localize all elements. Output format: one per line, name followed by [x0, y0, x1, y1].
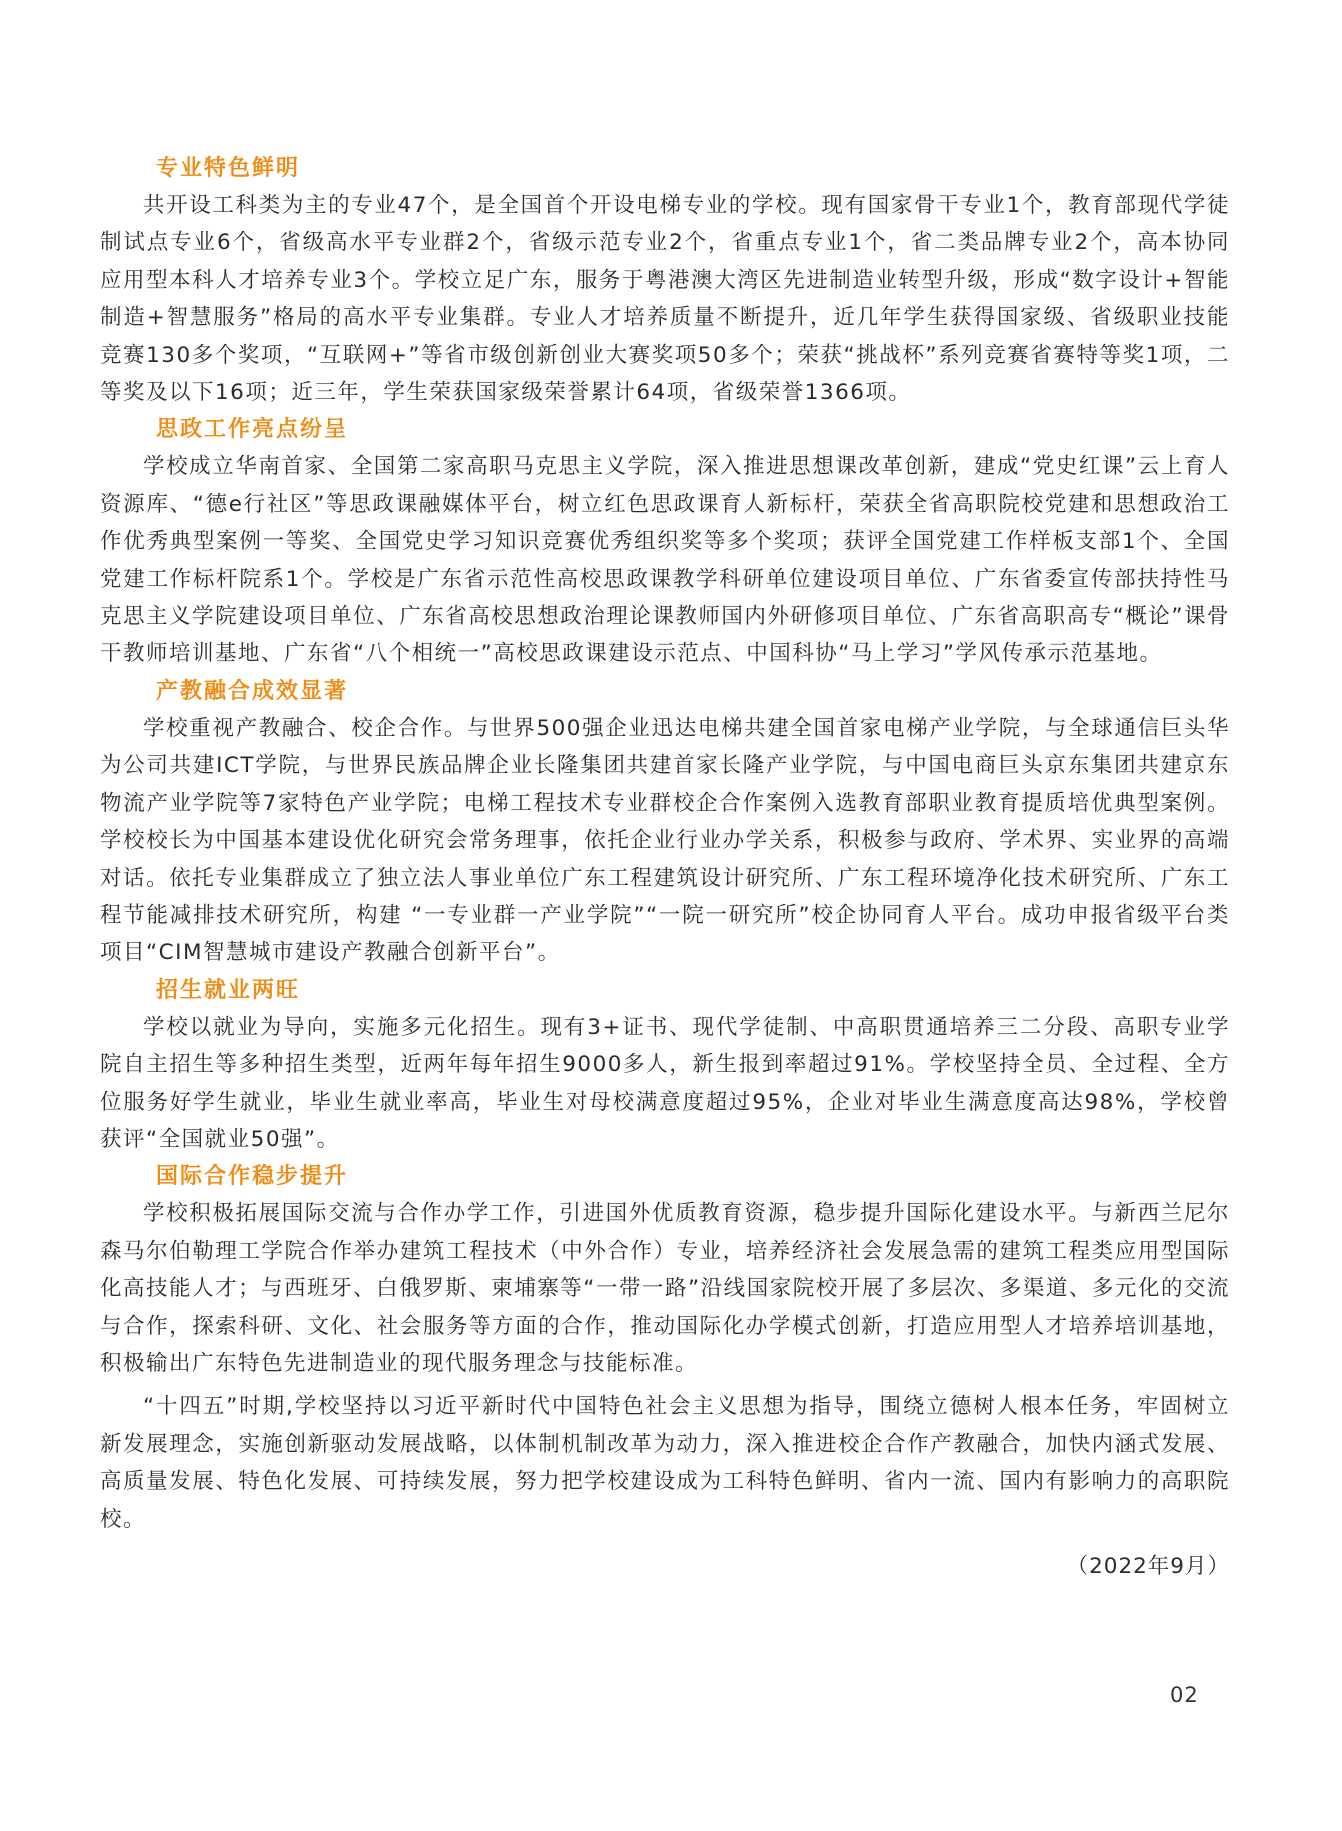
document-date: （2022年9月）	[1066, 1554, 1230, 1579]
section-heading: 产教融合成效显著	[156, 678, 349, 704]
section-body: 学校成立华南首家、全国第二家高职马克思主义学院，深入推进思想课改革创新，建成“党史红课”云上育人资源库、“德e行社区”等思政课融媒体平台，树立红色思政课育人新标杆，荣获全省高职院校党建和思想政治工作优秀典型案例一等奖、全国党史学习知识竞赛优秀组织奖等多个奖项；获评全国党建工作样板支部1个、全国党建工作标杆院系1个。学校是广东省示范性高校思政课教学科研单位建设项目单位、广东省委宣传部扶持性马克思主义学院建设项目单位、广东省高校思想政治理论课教师国内外研修项目单位、广东省高职高专“概论”课骨干教师培训基地、广东省“八个相统一”高校思政课建设示范点、中国科协“马上学习”学风传承示范基地。	[100, 454, 1230, 667]
section-international-cooperation	[100, 1158, 1230, 1382]
section-enrollment-employment	[100, 972, 1230, 1159]
section-body: 学校积极拓展国际交流与合作办学工作，引进国外优质教育资源，稳步提升国际化建设水平。与新西兰尼尔森马尔伯勒理工学院合作举办建筑工程技术（中外合作）专业，培养经济社会发展急需的建筑工程类应用型国际化高技能人才；与西班牙、白俄罗斯、柬埔寨等“一带一路”沿线国家院校开展了多层次、多渠道、多元化的交流与合作，探索科研、文化、社会服务等方面的合作，推动国际化办学模式创新，打造应用型人才培养培训基地，积极输出广东特色先进制造业的现代服务理念与技能标准。	[100, 1201, 1230, 1376]
page-number: 02	[1170, 1683, 1199, 1707]
section-heading: 国际合作稳步提升	[156, 1164, 349, 1190]
section-body: 学校以就业为导向，实施多元化招生。现有3+证书、现代学徒制、中高职贯通培养三二分段、高职专业学院自主招生等多种招生类型，近两年每年招生9000多人，新生报到率超过91%。学校坚持全员、全过程、全方位服务好学生就业，毕业生就业率高，毕业生对母校满意度超过95%，企业对毕业生满意度高达98%，学校曾获评“全国就业50强”。	[100, 1014, 1230, 1152]
section-heading: 专业特色鲜明	[156, 156, 301, 181]
section-body: 共开设工科类为主的专业47个，是全国首个开设电梯专业的学校。现有国家骨干专业1个，教育部现代学徒制试点专业6个，省级高水平专业群2个，省级示范专业2个，省重点专业1个，省二类品牌专业2个，高本协同应用型本科人才培养专业3个。学校立足广东，服务于粤港澳大湾区先进制造业转型升级，形成“数字设计+智能制造+智慧服务”格局的高水平专业集群。专业人才培养质量不断提升，近几年学生获得国家级、省级职业技能竞赛130多个奖项，“互联网+”等省市级创新创业大赛奖项50多个；荣获“挑战杯”系列竞赛省赛特等奖1项，二等奖及以下16项；近三年，学生荣获国家级荣誉累计64项，省级荣誉1366项。	[100, 193, 1230, 406]
section-industry-education	[100, 673, 1230, 972]
section-major-features	[100, 150, 1230, 411]
section-heading: 思政工作亮点纷呈	[156, 417, 349, 443]
document-page	[100, 150, 1230, 1585]
closing-paragraph: “十四五”时期,学校坚持以习近平新时代中国特色社会主义思想为指导，围绕立德树人根本任务，牢固树立新发展理念，实施创新驱动发展战略，以体制机制改革为动力，深入推进校企合作产教融合，加快内涵式发展、高质量发展、特色化发展、可持续发展，努力把学校建设成为工科特色鲜明、省内一流、国内有影响力的高职院校。	[100, 1394, 1230, 1532]
section-ideological-work	[100, 411, 1230, 672]
section-body: 学校重视产教融合、校企合作。与世界500强企业迅达电梯共建全国首家电梯产业学院，与全球通信巨头华为公司共建ICT学院，与世界民族品牌企业长隆集团共建首家长隆产业学院，与中国电商巨头京东集团共建京东物流产业学院等7家特色产业学院；电梯工程技术专业群校企合作案例入选教育部职业教育提质培优典型案例。学校校长为中国基本建设优化研究会常务理事，依托企业行业办学关系，积极参与政府、学术界、实业界的高端对话。依托专业集群成立了独立法人事业单位广东工程建筑设计研究所、广东工程环境净化技术研究所、广东工程节能减排技术研究所，构建 “一专业群一产业学院”“一院一研究所”校企协同育人平台。成功申报省级平台类项目“CIM智慧城市建设产教融合创新平台”。	[100, 715, 1230, 966]
section-heading: 招生就业两旺	[156, 977, 301, 1003]
